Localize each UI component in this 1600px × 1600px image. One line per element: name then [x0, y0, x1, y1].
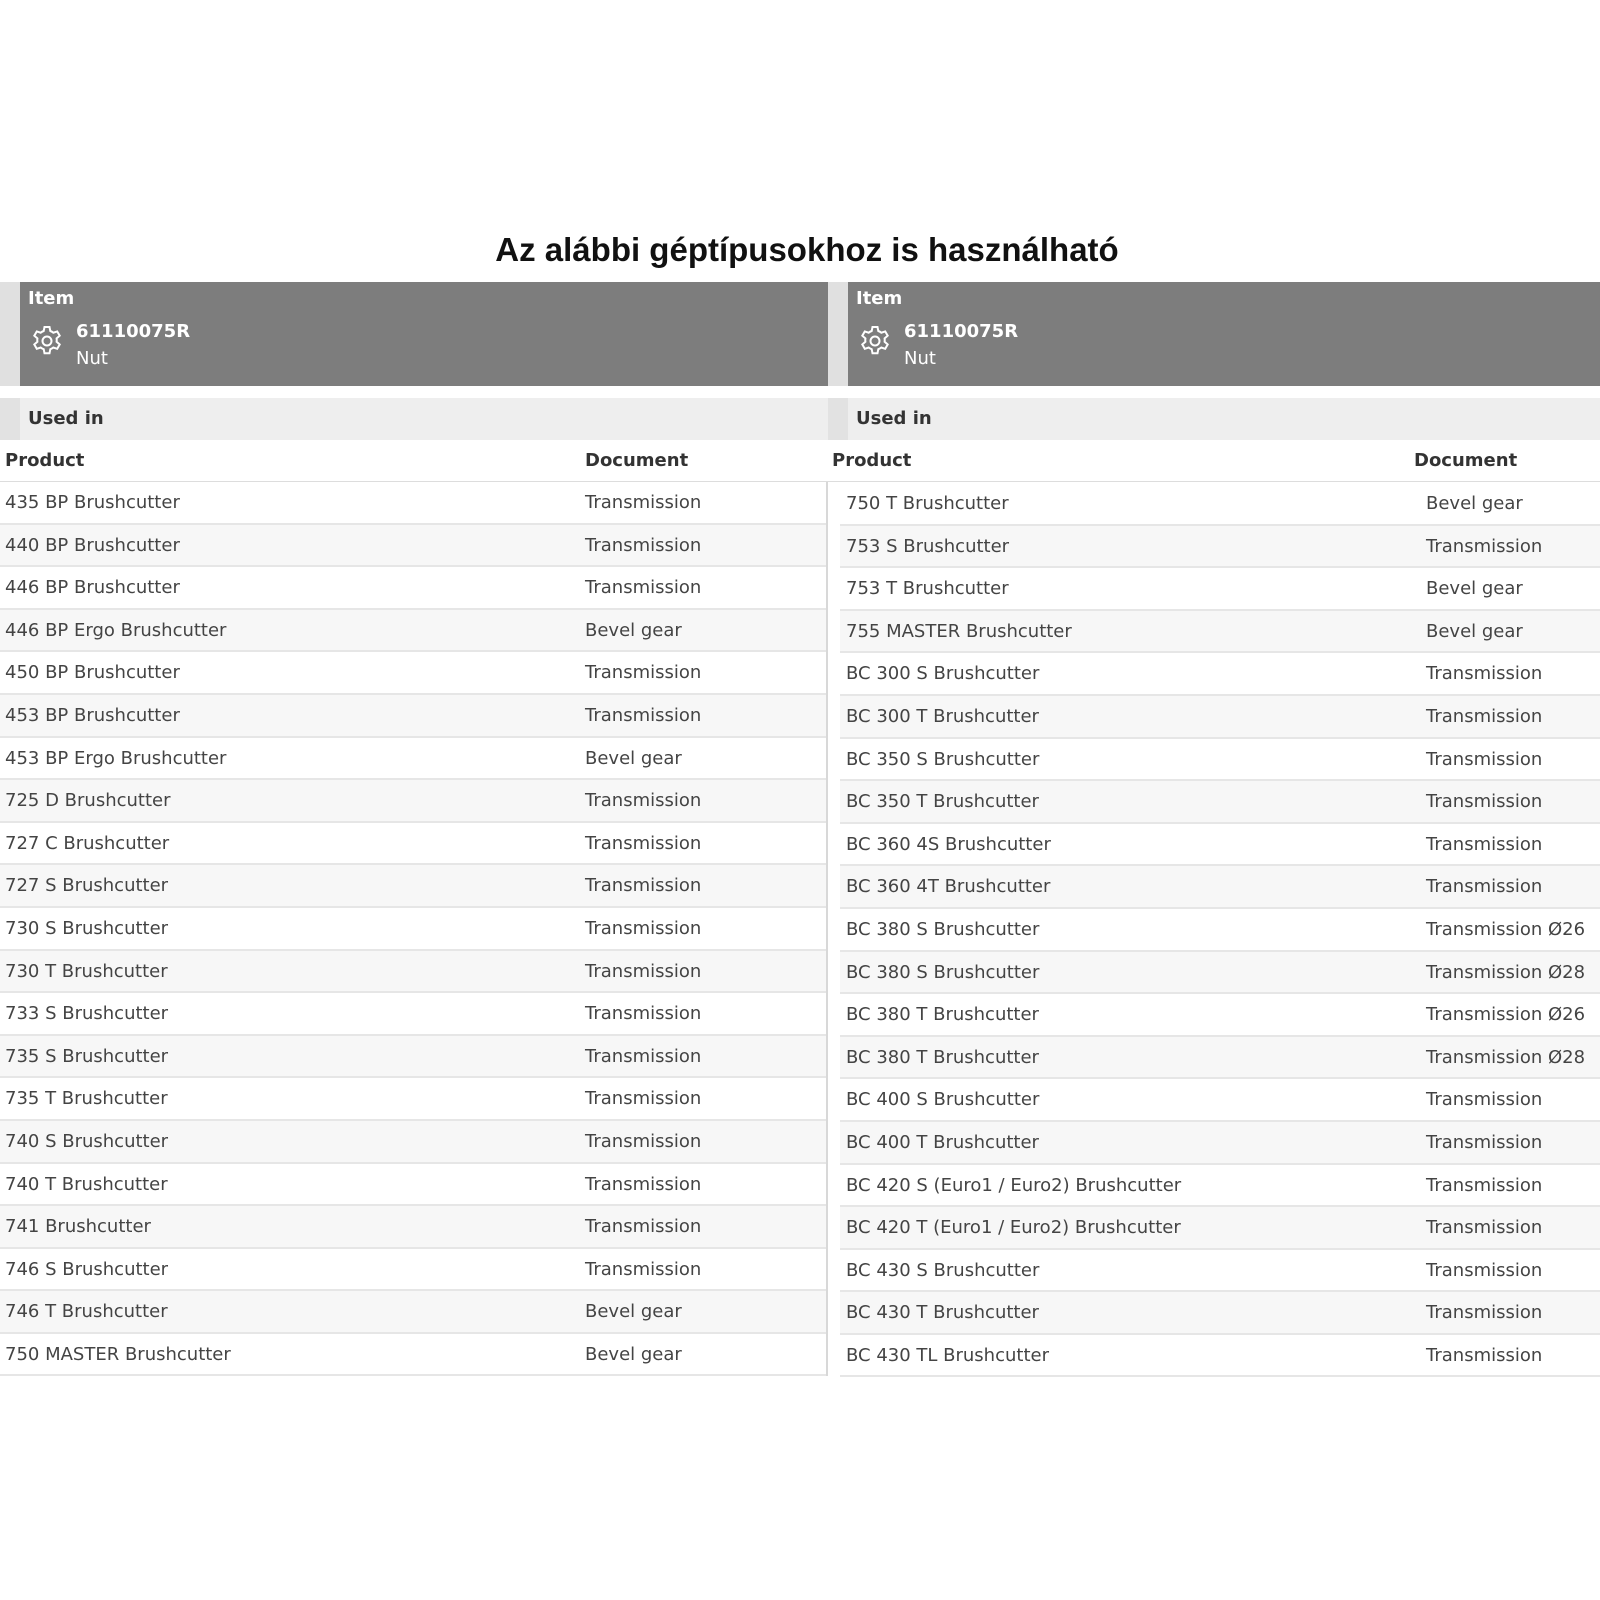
- table-row[interactable]: [0, 908, 826, 951]
- column-header-product[interactable]: Product: [5, 450, 85, 471]
- product-cell[interactable]: 446 BP Ergo Brushcutter: [5, 619, 227, 641]
- table-row[interactable]: [840, 994, 1600, 1037]
- table-row[interactable]: [0, 865, 826, 908]
- table-row[interactable]: [0, 993, 826, 1036]
- document-cell[interactable]: Bevel gear: [585, 747, 682, 769]
- product-cell[interactable]: 435 BP Brushcutter: [5, 492, 180, 513]
- table-row[interactable]: [840, 1250, 1600, 1293]
- document-cell[interactable]: Transmission: [585, 917, 702, 939]
- product-cell[interactable]: 453 BP Ergo Brushcutter: [5, 747, 227, 769]
- table-row[interactable]: [0, 1291, 826, 1334]
- document-cell[interactable]: Transmission: [1426, 1174, 1543, 1196]
- table-row[interactable]: [0, 823, 826, 866]
- product-cell[interactable]: BC 350 T Brushcutter: [846, 791, 1039, 813]
- table-row[interactable]: [840, 696, 1600, 739]
- product-cell[interactable]: BC 300 S Brushcutter: [846, 663, 1040, 685]
- product-cell[interactable]: 753 S Brushcutter: [846, 535, 1010, 557]
- product-cell[interactable]: 730 S Brushcutter: [5, 917, 169, 939]
- document-cell[interactable]: Transmission: [585, 577, 702, 599]
- column-header-document[interactable]: Document: [585, 450, 689, 471]
- document-cell[interactable]: Transmission: [585, 662, 702, 684]
- table-row[interactable]: [840, 1079, 1600, 1122]
- table-row[interactable]: [840, 952, 1600, 995]
- table-row[interactable]: [0, 738, 826, 781]
- table-row[interactable]: [0, 567, 826, 610]
- product-cell[interactable]: 735 S Brushcutter: [5, 1045, 169, 1067]
- document-cell[interactable]: Transmission: [1426, 1131, 1543, 1153]
- used-in-bar: [828, 398, 1600, 440]
- document-cell[interactable]: Transmission Ø26: [1426, 918, 1586, 940]
- table-row[interactable]: [0, 780, 826, 823]
- product-cell[interactable]: 453 BP Brushcutter: [5, 704, 180, 726]
- column-header-product[interactable]: Product: [832, 450, 912, 471]
- document-cell[interactable]: Transmission: [585, 1173, 702, 1195]
- document-cell[interactable]: Transmission: [1426, 1344, 1543, 1366]
- product-cell[interactable]: 746 T Brushcutter: [5, 1301, 168, 1323]
- item-code: 61110075R: [76, 321, 191, 342]
- item-name: Nut: [904, 348, 936, 369]
- header-strip: [0, 282, 20, 386]
- document-cell[interactable]: Transmission: [585, 875, 702, 897]
- item-name: Nut: [76, 348, 108, 369]
- document-cell[interactable]: Transmission Ø28: [1426, 1046, 1586, 1068]
- item-code: 61110075R: [904, 321, 1019, 342]
- table-row[interactable]: [840, 611, 1600, 654]
- used-in-bar: [0, 398, 828, 440]
- document-cell[interactable]: Transmission: [585, 1088, 702, 1110]
- table-row[interactable]: [0, 695, 826, 738]
- product-cell[interactable]: BC 350 S Brushcutter: [846, 748, 1040, 770]
- product-cell[interactable]: BC 380 T Brushcutter: [846, 1004, 1039, 1026]
- table-row[interactable]: [840, 1292, 1600, 1335]
- table-row[interactable]: [840, 483, 1600, 526]
- product-cell[interactable]: BC 400 T Brushcutter: [846, 1131, 1039, 1153]
- document-cell[interactable]: Transmission: [585, 1130, 702, 1152]
- document-cell[interactable]: Bevel gear: [585, 619, 682, 641]
- product-cell[interactable]: BC 380 T Brushcutter: [846, 1046, 1039, 1068]
- gear-icon: [858, 324, 892, 358]
- table-row[interactable]: [840, 653, 1600, 696]
- used-in-strip: [0, 398, 20, 440]
- product-cell[interactable]: 446 BP Brushcutter: [5, 577, 180, 599]
- product-cell[interactable]: BC 430 S Brushcutter: [846, 1259, 1040, 1281]
- used-in-label: Used in: [28, 408, 104, 429]
- document-cell[interactable]: Bevel gear: [585, 1343, 682, 1365]
- product-cell[interactable]: 450 BP Brushcutter: [5, 662, 180, 684]
- document-cell[interactable]: Transmission: [1426, 833, 1543, 855]
- document-cell[interactable]: Bevel gear: [585, 1301, 682, 1323]
- table-row[interactable]: [0, 1036, 826, 1079]
- document-cell[interactable]: Transmission: [585, 790, 702, 812]
- product-cell[interactable]: BC 360 4S Brushcutter: [846, 833, 1051, 855]
- document-cell[interactable]: Transmission: [1426, 1302, 1543, 1324]
- document-cell[interactable]: Transmission: [585, 960, 702, 982]
- table-row[interactable]: [840, 866, 1600, 909]
- document-cell[interactable]: Transmission: [1426, 1217, 1543, 1239]
- document-cell[interactable]: Transmission: [585, 832, 702, 854]
- used-in-label: Used in: [856, 408, 932, 429]
- table-row[interactable]: [0, 525, 826, 568]
- document-cell[interactable]: Transmission: [1426, 535, 1543, 557]
- document-cell[interactable]: Transmission: [585, 534, 702, 556]
- product-cell[interactable]: 735 T Brushcutter: [5, 1088, 168, 1110]
- product-cell[interactable]: BC 380 S Brushcutter: [846, 918, 1040, 940]
- table-row[interactable]: [840, 1207, 1600, 1250]
- item-label: Item: [856, 288, 903, 309]
- product-cell[interactable]: BC 300 T Brushcutter: [846, 705, 1039, 727]
- table-row[interactable]: [0, 1249, 826, 1292]
- product-cell[interactable]: BC 420 T (Euro1 / Euro2) Brushcutter: [846, 1217, 1181, 1239]
- table-row[interactable]: [840, 526, 1600, 569]
- table-row[interactable]: [840, 781, 1600, 824]
- product-cell[interactable]: BC 430 T Brushcutter: [846, 1302, 1039, 1324]
- table-row[interactable]: [0, 1164, 826, 1207]
- document-cell[interactable]: Transmission: [1426, 1089, 1543, 1111]
- document-cell[interactable]: Transmission: [1426, 663, 1543, 685]
- table-row[interactable]: [0, 1206, 826, 1249]
- table-row[interactable]: [840, 1037, 1600, 1080]
- table-row[interactable]: [840, 1122, 1600, 1165]
- item-label: Item: [28, 288, 75, 309]
- table-row[interactable]: [0, 1121, 826, 1164]
- product-cell[interactable]: BC 360 4T Brushcutter: [846, 876, 1051, 898]
- product-table: [840, 483, 1600, 1377]
- document-cell[interactable]: Transmission: [585, 704, 702, 726]
- item-header: [20, 282, 828, 386]
- table-row[interactable]: [0, 951, 826, 994]
- product-cell[interactable]: 753 T Brushcutter: [846, 578, 1009, 600]
- table-row[interactable]: [0, 652, 826, 695]
- product-cell[interactable]: 730 T Brushcutter: [5, 960, 168, 982]
- product-cell[interactable]: 725 D Brushcutter: [5, 790, 171, 812]
- product-cell[interactable]: 755 MASTER Brushcutter: [846, 620, 1072, 642]
- product-cell[interactable]: 741 Brushcutter: [5, 1216, 151, 1238]
- table-row[interactable]: [0, 1078, 826, 1121]
- table-row[interactable]: [0, 610, 826, 653]
- document-cell[interactable]: Transmission: [585, 1045, 702, 1067]
- page-title: Az alábbi géptípusokhoz is használható: [495, 231, 1119, 268]
- document-cell[interactable]: Transmission: [585, 1258, 702, 1280]
- product-cell[interactable]: 750 T Brushcutter: [846, 493, 1009, 514]
- table-row[interactable]: [840, 909, 1600, 952]
- document-cell[interactable]: Transmission: [1426, 1259, 1543, 1281]
- product-cell[interactable]: 727 C Brushcutter: [5, 832, 170, 854]
- used-in-strip: [828, 398, 848, 440]
- table-row[interactable]: [0, 1334, 826, 1377]
- document-cell[interactable]: Bevel gear: [1426, 620, 1523, 642]
- table-row[interactable]: [840, 739, 1600, 782]
- document-cell[interactable]: Transmission: [585, 1003, 702, 1025]
- header-strip: [828, 282, 848, 386]
- document-cell[interactable]: Bevel gear: [1426, 578, 1523, 600]
- header-divider: [828, 481, 1600, 482]
- document-cell[interactable]: Bevel gear: [1426, 493, 1523, 514]
- table-row[interactable]: [840, 568, 1600, 611]
- document-cell[interactable]: Transmission: [1426, 748, 1543, 770]
- product-cell[interactable]: 750 MASTER Brushcutter: [5, 1343, 231, 1365]
- table-row[interactable]: [840, 1165, 1600, 1208]
- product-cell[interactable]: 440 BP Brushcutter: [5, 534, 180, 556]
- product-cell[interactable]: 733 S Brushcutter: [5, 1003, 169, 1025]
- item-header: [848, 282, 1600, 386]
- document-cell[interactable]: Transmission: [1426, 791, 1543, 813]
- table-row[interactable]: [840, 824, 1600, 867]
- product-cell[interactable]: 740 T Brushcutter: [5, 1173, 168, 1195]
- document-cell[interactable]: Transmission: [1426, 705, 1543, 727]
- document-cell[interactable]: Transmission Ø26: [1426, 1004, 1586, 1026]
- column-header-document[interactable]: Document: [1414, 450, 1518, 471]
- document-cell[interactable]: Transmission Ø28: [1426, 961, 1586, 983]
- product-cell[interactable]: 727 S Brushcutter: [5, 875, 169, 897]
- gear-icon: [30, 324, 64, 358]
- product-cell[interactable]: BC 430 TL Brushcutter: [846, 1344, 1049, 1366]
- product-cell[interactable]: 740 S Brushcutter: [5, 1130, 169, 1152]
- document-cell[interactable]: Transmission: [585, 1216, 702, 1238]
- table-row[interactable]: [840, 1335, 1600, 1378]
- product-cell[interactable]: BC 420 S (Euro1 / Euro2) Brushcutter: [846, 1174, 1182, 1196]
- document-cell[interactable]: Transmission: [585, 492, 702, 513]
- document-cell[interactable]: Transmission: [1426, 876, 1543, 898]
- product-cell[interactable]: BC 400 S Brushcutter: [846, 1089, 1040, 1111]
- product-table: [0, 482, 828, 1376]
- product-cell[interactable]: 746 S Brushcutter: [5, 1258, 169, 1280]
- table-row[interactable]: [0, 482, 826, 525]
- product-cell[interactable]: BC 380 S Brushcutter: [846, 961, 1040, 983]
